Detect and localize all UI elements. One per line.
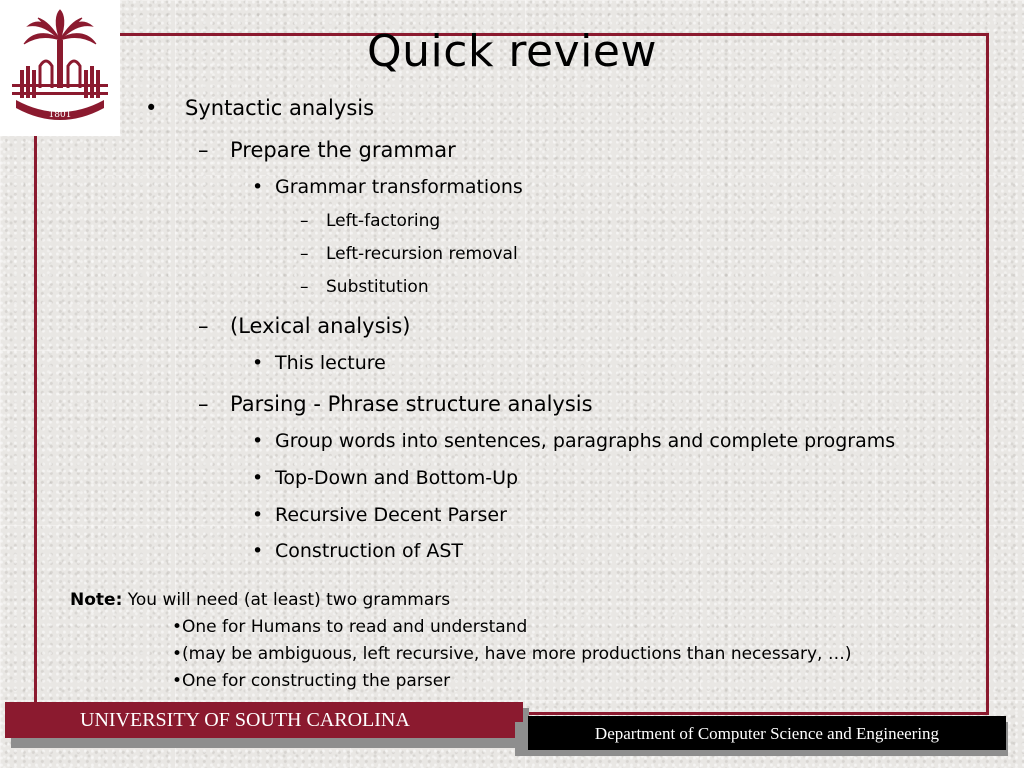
slide-frame [34,33,989,715]
bullet-item: • Construction of AST [252,540,464,562]
note-text: You will need (at least) two grammars [122,590,451,610]
bullet-item: • Recursive Decent Parser [252,504,507,526]
bullet-item: – Prepare the grammar [198,138,456,162]
note-line [70,590,450,610]
bullet-item: – Left-factoring [300,211,441,231]
bullet-item: – Left-recursion removal [300,244,518,264]
university-banner: UNIVERSITY OF SOUTH CAROLINA [5,702,523,738]
bullet-item: • This lecture [252,352,386,374]
department-banner: Department of Computer Science and Engineering [528,716,1006,750]
bullet-item: – Parsing - Phrase structure analysis [198,392,593,416]
note-item: •One for Humans to read and understand [172,617,528,637]
bullet-item: • Grammar transformations [252,176,523,198]
note-label: Note: [70,590,123,610]
note-item: •(may be ambiguous, left recursive, have more productions than necessary, …) [172,644,852,664]
bullet-item: • Group words into sentences, paragraphs and complete programs [252,430,896,452]
bullet-item: • Syntactic analysis [145,96,375,120]
slide-title: Quick review [367,26,657,77]
svg-text:1801: 1801 [48,110,72,120]
note-item: •One for constructing the parser [172,671,451,691]
bullet-item: • Top-Down and Bottom-Up [252,467,519,489]
bullet-item: – (Lexical analysis) [198,314,411,338]
bullet-item: – Substitution [300,277,429,297]
